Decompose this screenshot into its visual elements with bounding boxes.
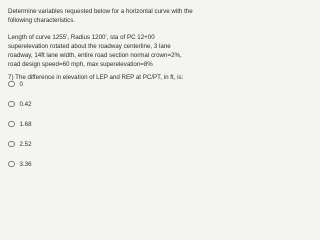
radio-button[interactable] — [8, 141, 15, 148]
option-label: 2.52 — [19, 140, 32, 148]
question-panel — [0, 0, 200, 168]
question-intro: Determine variables requested below for a horizontal curve with the following characteristics. — [8, 8, 193, 25]
answer-option-3[interactable] — [8, 134, 78, 154]
answer-option-1[interactable] — [8, 94, 78, 114]
question-text — [8, 7, 194, 82]
option-label: 3.36 — [19, 160, 32, 168]
answer-options — [8, 74, 78, 174]
radio-button[interactable] — [8, 121, 15, 128]
answer-option-0[interactable] — [8, 74, 78, 94]
radio-button[interactable] — [8, 81, 15, 88]
answer-option-4[interactable] — [8, 154, 78, 174]
curve-characteristics: Length of curve 1255', Radius 1200', sta of PC 12+00 superelevation rotated about the roadway centerline, 3 lane roadway, 14ft lane width, entire road section normal crown=2%, road design speed=60 mph, max superelevation=8% — [8, 33, 182, 69]
question-prompt: 7) The difference in elevation of LEP and REP at PC/PT, in ft, is: — [8, 73, 184, 81]
option-label: 0.42 — [19, 100, 32, 108]
answer-option-2[interactable] — [8, 114, 78, 134]
option-label: 1.68 — [19, 120, 32, 128]
radio-button[interactable] — [8, 101, 15, 108]
radio-button[interactable] — [8, 161, 15, 168]
option-label: 0 — [19, 80, 23, 88]
